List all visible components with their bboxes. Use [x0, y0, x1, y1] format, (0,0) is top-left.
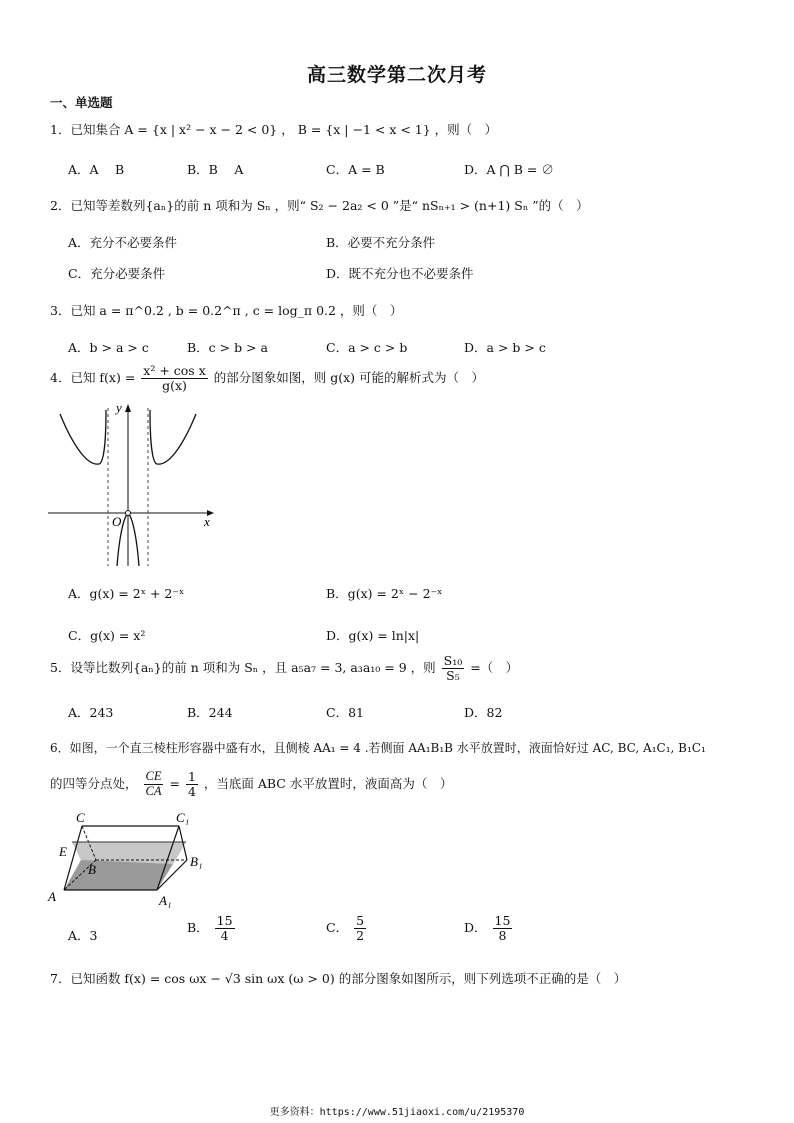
q3-option-b: B．c > b > a — [187, 340, 268, 355]
q1-option-b: B．B A — [187, 162, 244, 177]
q5-option-d: D．82 — [464, 705, 503, 720]
q6-option-b-numerator: 15 — [216, 913, 233, 928]
q6-option-c-letter: C． — [326, 919, 349, 935]
q6-ratio-denominator: CA — [145, 783, 162, 798]
origin-open-point — [126, 511, 131, 516]
q2-option-b: B．必要不充分条件 — [326, 235, 436, 250]
q6-option-c-fraction — [354, 914, 366, 943]
q6-option-d-fraction — [493, 914, 513, 943]
q4-option-c: C．g(x) = x² — [68, 628, 146, 643]
q6-option-d-denominator: 8 — [498, 927, 507, 943]
q6-option-c-numerator: 5 — [356, 913, 365, 928]
q6-option-a-letter: A． — [68, 928, 90, 943]
q4-fraction-denominator: g(x) — [162, 377, 187, 393]
q6-option-b-letter: B． — [187, 919, 209, 935]
left-curve-branch — [60, 410, 106, 464]
label-B1: B₁ — [190, 854, 203, 869]
q6-ratio-fraction — [144, 770, 164, 799]
q4-prefix: 4．已知 f(x) = — [50, 369, 136, 385]
q4-suffix: 的部分图象如图，则 g(x) 可能的解析式为（ ） — [213, 369, 484, 385]
q6-option-b — [187, 914, 237, 943]
q4-option-b: B．g(x) = 2ˣ − 2⁻ˣ — [326, 586, 443, 601]
question-3-stem: 3．已知 a = π^0.2 , b = 0.2^π , c = log_π 0.2 ，则（ ） — [50, 303, 403, 318]
y-axis-label: y — [116, 400, 122, 415]
origin-label: O — [112, 514, 122, 529]
q3-option-d: D．a > b > c — [464, 340, 546, 355]
label-C1: C₁ — [176, 810, 190, 825]
page-title: 高三数学第二次月考 — [306, 64, 487, 86]
q4-option-d: D．g(x) = ln|x| — [326, 628, 420, 643]
question-4-stem — [50, 364, 484, 393]
right-curve-branch — [150, 410, 196, 464]
q6-line2-prefix: 的四等分点处， — [50, 775, 138, 791]
footer-link-text: 更多资料：https://www.51jiaoxi.com/u/2195370 — [269, 1107, 525, 1118]
q2-option-d: D．既不充分也不必要条件 — [326, 266, 474, 281]
label-E: E — [59, 844, 67, 859]
q6-line2-suffix: ，当底面 ABC 水平放置时，液面高为（ ） — [203, 775, 453, 791]
q2-option-a: A．充分不必要条件 — [68, 235, 178, 250]
q6-value-numerator: 1 — [187, 769, 196, 784]
question-7-stem: 7．已知函数 f(x) = cos ωx − √3 sin ωx (ω > 0) 的部分图象如图所示，则下列选项不正确的是（ ） — [50, 971, 627, 986]
question-6-line-1: 6．如图，一个直三棱柱形容器中盛有水，且侧棱 AA₁ = 4 .若侧面 AA₁B₁B 水平放置时，液面恰好过 AC, BC, A₁C₁, B₁C₁ — [50, 741, 706, 755]
q5-fraction — [442, 654, 465, 683]
q4-fraction — [141, 364, 207, 393]
q6-prism-figure — [44, 808, 220, 912]
q6-option-c — [326, 914, 368, 943]
q5-suffix: =（ ） — [470, 659, 519, 675]
q6-value-denominator: 4 — [187, 783, 196, 799]
question-6-line-2 — [50, 770, 452, 799]
q6-option-a-value: 3 — [89, 928, 98, 943]
q6-option-d-numerator: 15 — [494, 913, 511, 928]
q3-option-a: A．b > a > c — [68, 340, 149, 355]
q2-option-c: C．充分必要条件 — [68, 266, 166, 281]
label-A: A — [48, 889, 56, 904]
q6-option-b-fraction — [215, 914, 235, 943]
q5-prefix: 5．设等比数列{aₙ}的前 n 项和为 Sₙ ，且 a₅a₇ = 3, a₃a₁₀ = 9 ，则 — [50, 659, 436, 675]
x-axis-label: x — [204, 514, 210, 529]
q5-option-c: C．81 — [326, 705, 364, 720]
q1-option-a: A．A B — [68, 162, 125, 177]
q5-fraction-numerator: S₁₀ — [443, 653, 463, 668]
q1-option-c: C．A = B — [326, 162, 385, 177]
q6-option-c-denominator: 2 — [356, 927, 365, 943]
q6-option-a — [68, 926, 97, 944]
question-2-stem: 2．已知等差数列{aₙ}的前 n 项和为 Sₙ ，则“ S₂ − 2a₂ < 0 ”是“ nSₙ₊₁ > (n+1) Sₙ ”的（ ） — [50, 198, 589, 213]
q6-ratio-numerator: CE — [145, 769, 162, 783]
q4-option-a: A．g(x) = 2ˣ + 2⁻ˣ — [68, 586, 185, 601]
q6-option-d — [464, 914, 514, 943]
q3-option-c: C．a > c > b — [326, 340, 408, 355]
q6-option-b-denominator: 4 — [220, 927, 229, 943]
y-axis-arrow-icon — [125, 404, 131, 412]
label-A1: A₁ — [159, 893, 172, 908]
q5-fraction-denominator: S₅ — [446, 667, 460, 683]
label-B: B — [88, 862, 96, 877]
q1-option-d: D．A ⋂ B = ∅ — [464, 162, 554, 177]
q6-option-d-letter: D． — [464, 919, 487, 935]
q5-option-b: B．244 — [187, 705, 233, 720]
label-C: C — [76, 810, 85, 825]
q5-option-a: A．243 — [68, 705, 114, 720]
q4-fraction-numerator: x² + cos x — [143, 363, 206, 378]
q4-function-graph — [44, 400, 220, 570]
q6-value-fraction — [186, 770, 198, 799]
question-5-stem — [50, 654, 518, 683]
question-1-stem: 1．已知集合 A = {x | x² − x − 2 < 0} ， B = {x | −1 < x < 1} ，则（ ） — [50, 122, 498, 137]
section-heading: 一、单选题 — [50, 95, 113, 110]
q6-equals: = — [169, 775, 180, 791]
